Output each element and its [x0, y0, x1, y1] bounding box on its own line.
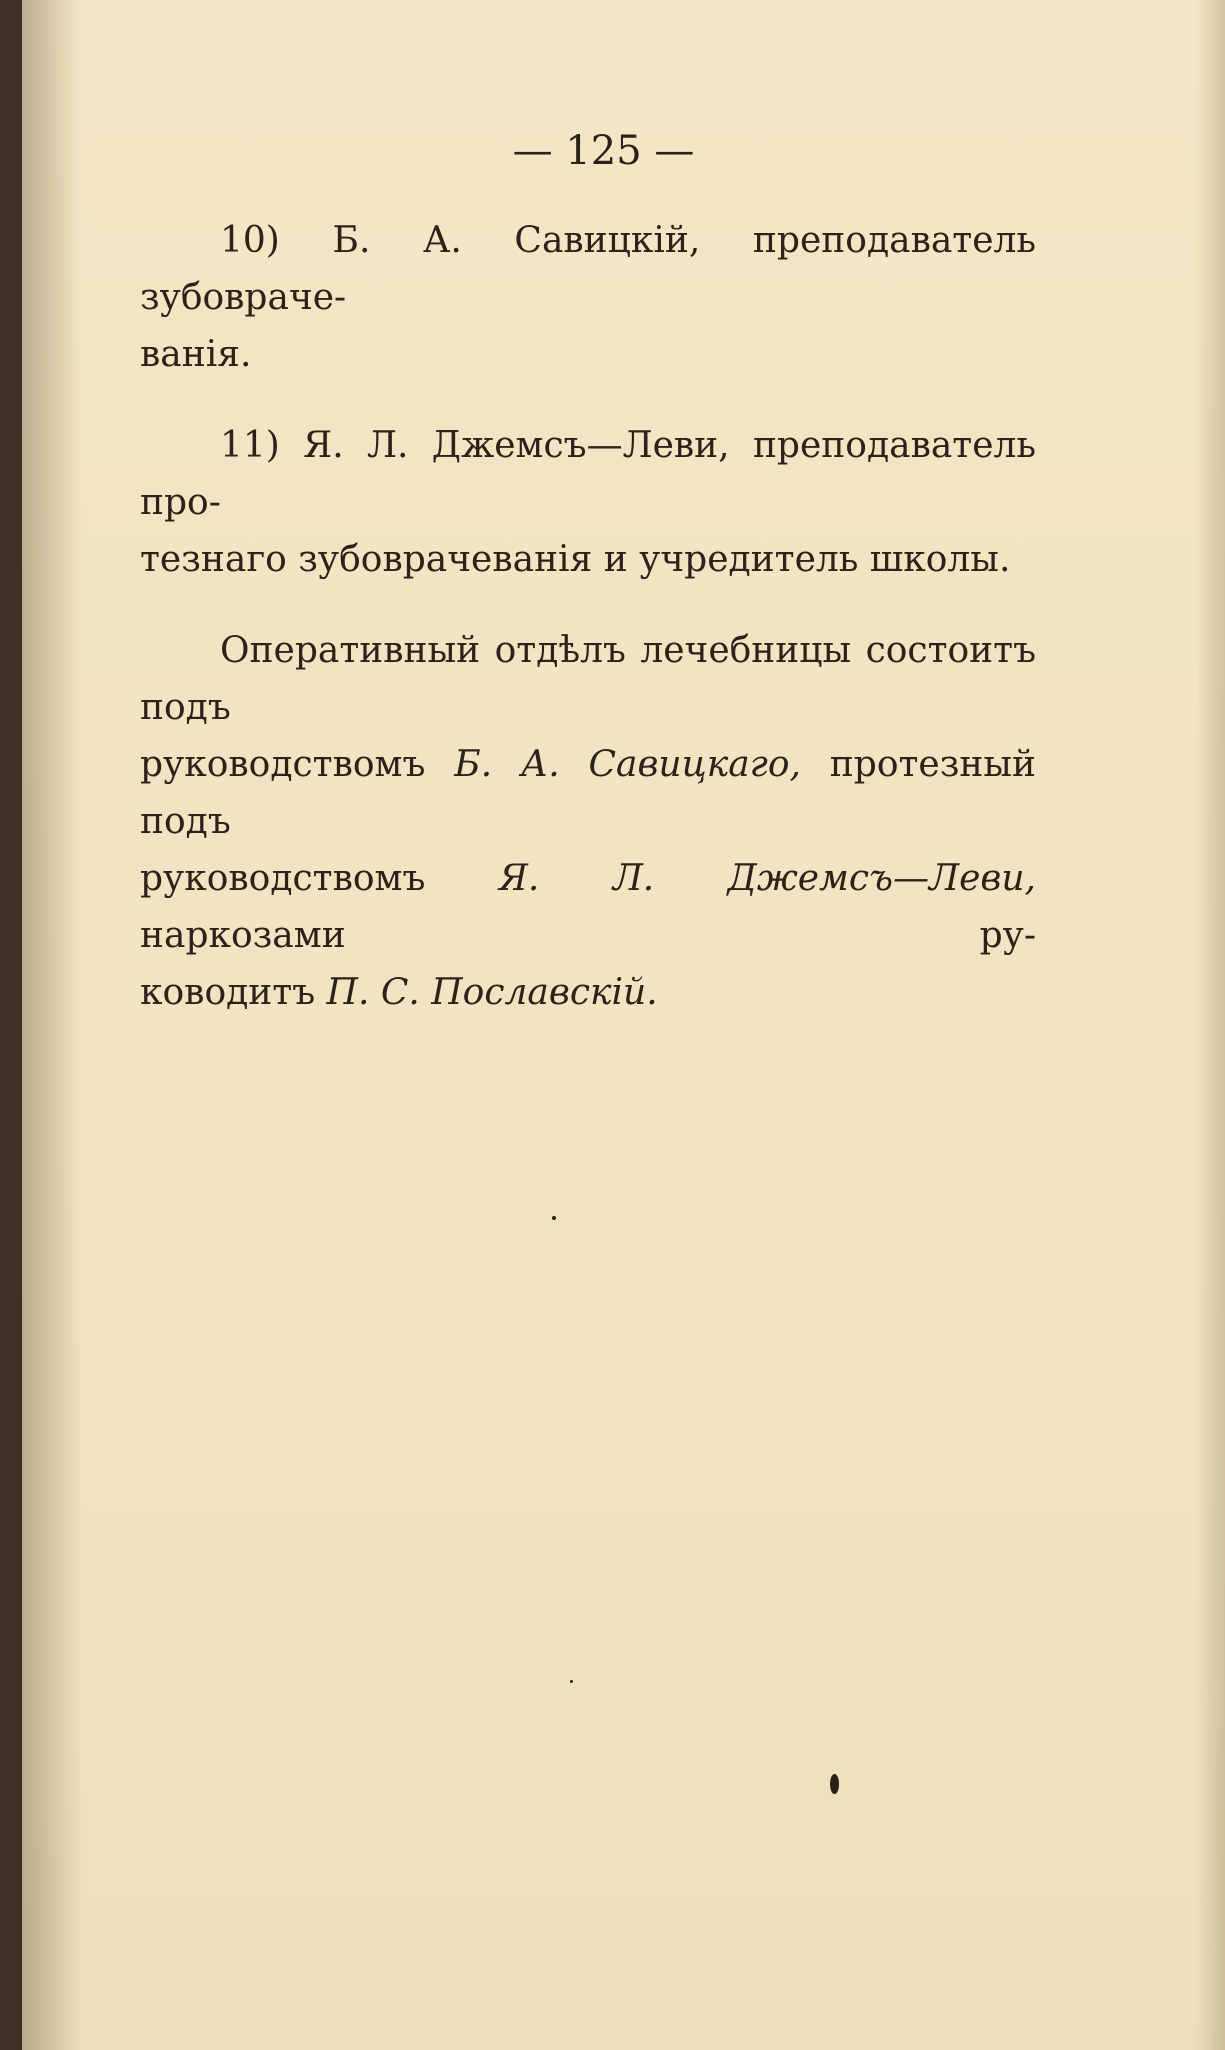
- list-item-11-line-1: 11) Я. Л. Джемсъ—Леви, преподаватель про-: [140, 425, 1036, 523]
- paragraph-line-1: Оперативный отдѣлъ лечебницы состоитъ подъ: [140, 630, 1036, 728]
- paragraph-line-3-tail: наркозами ру-: [140, 915, 1036, 956]
- page-number: — 125 —: [512, 128, 695, 174]
- paragraph-line-2-text: руководствомъ: [140, 744, 455, 785]
- person-name-poslavsky: П. С. Пославскій.: [326, 972, 658, 1013]
- list-item-10: [140, 212, 1036, 383]
- paragraph-line-2-tail: протезный подъ: [140, 744, 1036, 842]
- page-body: [140, 212, 1036, 1055]
- paragraph-line-2: [140, 736, 1036, 850]
- list-item-10-line-2: ванія.: [140, 334, 252, 375]
- paragraph-line-3-text: руководствомъ: [140, 858, 499, 899]
- paragraph-line-4: [140, 964, 1036, 1021]
- ink-speck: [830, 1774, 839, 1794]
- list-item-11-line-2: тезнаго зубоврачеванія и учредитель школы.: [140, 539, 1011, 580]
- list-item-10-line-1: 10) Б. А. Савицкій, преподаватель зубовраче-: [140, 220, 1036, 318]
- ink-speck-tiny: [570, 1680, 573, 1683]
- book-page: [22, 0, 1225, 2050]
- paragraph-line-4-text: ководитъ: [140, 972, 327, 1013]
- person-name-savitsky: Б. А. Савицкаго,: [454, 744, 801, 785]
- department-paragraph: [140, 622, 1036, 1021]
- list-item-11: [140, 417, 1036, 588]
- paragraph-line-3: [140, 850, 1036, 964]
- person-name-james-levi: Я. Л. Джемсъ—Леви,: [498, 858, 1036, 899]
- ink-speck-small: [552, 1216, 556, 1220]
